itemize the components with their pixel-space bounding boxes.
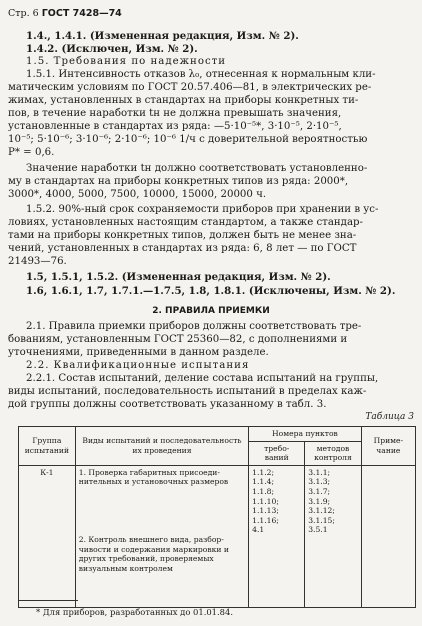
kind-item: 2. Контроль внешнего вида, разбор-чивости и содержания маркировки и других требований, проверяемых визуальным контролем — [78, 534, 229, 573]
methods-cell: 3.1.1; 3.1.3; 3.1.7; 3.1.9; 3.1.12; 3.1.15; 3.5.1 — [305, 465, 362, 607]
header-group: Группа испытаний — [19, 427, 76, 466]
text-line: установленные в стандартах из ряда: —5·10⁻⁵*, 3·10⁻⁵, 2·10⁻⁵, — [8, 121, 342, 132]
subsection-heading: 2.2. Квалификационные испытания — [26, 360, 250, 371]
footnote: * Для приборов, разработанных до 01.01.84. — [36, 607, 233, 617]
header-req: требо-ваний — [249, 441, 305, 465]
kind-item: 1. Проверка габаритных присоеди-нительных и установочных размеров — [78, 467, 229, 487]
gost-number: ГОСТ 7428—74 — [41, 8, 122, 19]
req-cell: 1.1.2; 1.1.4; 1.1.8; 1.1.10; 1.1.13; 1.1.16; 4.1 — [249, 465, 305, 607]
header-methods: методов контроля — [305, 441, 362, 465]
header-points: Номера пунктов — [249, 427, 362, 442]
text-line: ловиях, установленных настоящим стандартом, а также стандар- — [8, 217, 363, 228]
text-line: 3000*, 4000, 5000, 7500, 10000, 15000, 20000 ч. — [8, 189, 267, 200]
text-line: 10⁻⁵; 5·10⁻⁶; 3·10⁻⁶; 2·10⁻⁶; 10⁻⁶ 1/ч с доверительной вероятностью — [8, 134, 368, 145]
note-cell — [361, 465, 415, 607]
section-heading: 2. ПРАВИЛА ПРИЕМКИ — [152, 306, 270, 316]
table-3 — [18, 426, 416, 608]
text-line: 21493—76. — [8, 256, 67, 267]
page-header — [8, 8, 122, 19]
text-line: уточнениями, приведенными в данном разделе. — [8, 347, 269, 358]
page-number: Стр. 6 — [8, 8, 39, 19]
text-line: пов, в течение наработки tн не должна превышать значения, — [8, 108, 342, 119]
text-line: бованиям, установленным ГОСТ 25360—82, с дополнениями и — [8, 334, 348, 345]
group-cell: К-1 — [19, 465, 76, 607]
header-note: Приме-чание — [361, 427, 415, 466]
text-line: 2.1. Правила приемки приборов должны соответствовать тре- — [26, 321, 362, 332]
text-line: му в стандартах на приборы конкретных типов из ряда: 2000*, — [8, 176, 349, 187]
text-line: 1.5.2. 90%-ный срок сохраняемости приборов при хранении в ус- — [26, 204, 379, 215]
header-kinds: Виды испытаний и последовательность их проведения — [75, 427, 248, 466]
footnote-divider — [18, 600, 78, 601]
subsection-heading: 1.5. Требования по надежности — [26, 56, 227, 67]
table-caption: Таблица 3 — [365, 412, 414, 422]
text-line: жимах, установленных в стандартах на приборы конкретных ти- — [8, 95, 359, 106]
text-line: 1.4., 1.4.1. (Измененная редакция, Изм. № 2). — [26, 30, 299, 42]
text-line: виды испытаний, последовательность испытаний в пределах каж- — [8, 386, 367, 397]
text-line: дой группы должны соответствовать указанному в табл. 3. — [8, 399, 327, 410]
text-line: Значение наработки tн должно соответствовать установленно- — [26, 163, 368, 174]
text-line: 2.2.1. Состав испытаний, деление состава испытаний на группы, — [26, 373, 379, 384]
kinds-cell — [75, 465, 248, 607]
text-line: чений, установленных в стандартах из ряда: 6, 8 лет — по ГОСТ — [8, 243, 357, 254]
text-line: 1.5, 1.5.1, 1.5.2. (Измененная редакция, Изм. № 2). — [26, 271, 331, 283]
text-line: P* = 0,6. — [8, 147, 55, 158]
text-line: 1.6, 1.6.1, 1.7, 1.7.1.—1.7.5, 1.8, 1.8.1. (Исключены, Изм. № 2). — [26, 285, 396, 297]
text-line: матическим условиям по ГОСТ 20.57.406—81, в электрических ре- — [8, 82, 372, 93]
text-line: тами на приборы конкретных типов, должен быть не менее зна- — [8, 230, 357, 241]
text-line: 1.4.2. (Исключен, Изм. № 2). — [26, 43, 198, 55]
text-line: 1.5.1. Интенсивность отказов λ₀, отнесенная к нормальным кли- — [26, 69, 376, 80]
